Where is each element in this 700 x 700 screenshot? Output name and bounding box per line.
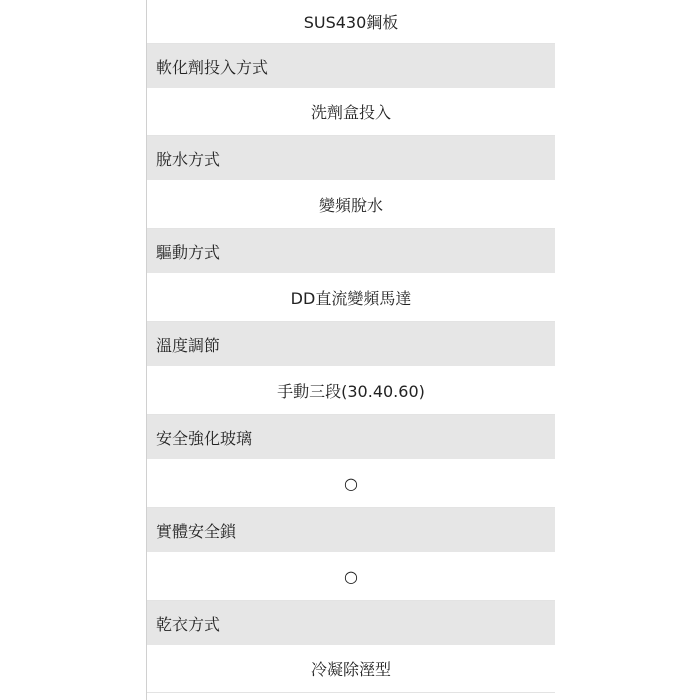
spec-value-safety-lock: ○ (147, 552, 555, 601)
spec-label-safety-glass: 安全強化玻璃 (147, 415, 555, 459)
spec-label-spin-method: 脫水方式 (147, 136, 555, 180)
spec-value-drive-method: DD直流變頻馬達 (147, 273, 555, 322)
spec-value-temperature-control: 手動三段(30.40.60) (147, 366, 555, 415)
spec-value-drying-method: 冷凝除溼型 (147, 645, 555, 693)
spec-label-temperature-control: 溫度調節 (147, 322, 555, 366)
spec-label-safety-lock: 實體安全鎖 (147, 508, 555, 552)
spec-value-softener-method: 洗劑盒投入 (147, 88, 555, 136)
spec-label-drying-method: 乾衣方式 (147, 601, 555, 645)
spec-value-spin-method: 變頻脫水 (147, 180, 555, 229)
spec-label-drive-method: 驅動方式 (147, 229, 555, 273)
spec-label-softener-method: 軟化劑投入方式 (147, 44, 555, 88)
spec-value-drum-material: SUS430鋼板 (147, 0, 555, 44)
spec-table (146, 0, 555, 700)
spec-value-safety-glass: ○ (147, 459, 555, 508)
